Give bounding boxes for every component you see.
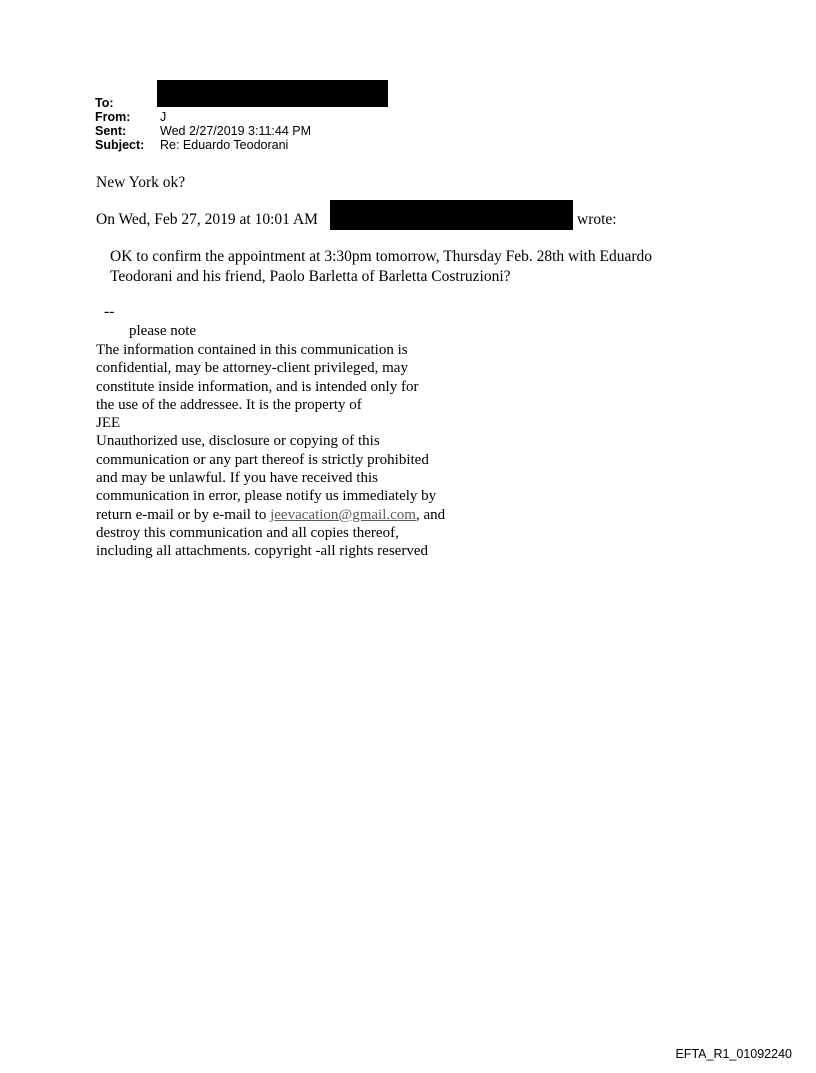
disclaimer-line: confidential, may be attorney-client privileged, may bbox=[96, 360, 408, 377]
disclaimer-line: communication or any part thereof is strictly prohibited bbox=[96, 451, 429, 468]
disclaimer-line: including all attachments. copyright -all rights reserved bbox=[96, 543, 428, 560]
subject-row bbox=[95, 138, 311, 152]
disclaimer-line: destroy this communication and all copies thereof, bbox=[96, 524, 399, 541]
disclaimer-line: constitute inside information, and is intended only for bbox=[96, 378, 419, 395]
disclaimer-line: and may be unlawful. If you have received this bbox=[96, 470, 378, 487]
disclaimer-line: the use of the addressee. It is the property of bbox=[96, 396, 362, 413]
quoted-line: OK to confirm the appointment at 3:30pm tomorrow, Thursday Feb. 28th with Eduardo bbox=[110, 248, 652, 265]
from-row bbox=[95, 110, 311, 124]
to-redaction bbox=[157, 80, 388, 107]
sent-value: Wed 2/27/2019 3:11:44 PM bbox=[160, 124, 312, 138]
signature-separator: -- bbox=[104, 303, 115, 320]
disclaimer-email-line bbox=[96, 506, 476, 524]
sent-label: Sent: bbox=[95, 124, 127, 138]
disclaimer-line: communication in error, please notify us immediately by bbox=[96, 488, 437, 505]
disclaimer-line: JEE bbox=[96, 415, 121, 432]
from-value: J bbox=[160, 110, 167, 124]
email-line-prefix: return e-mail or by e-mail to bbox=[96, 506, 271, 523]
attribution-suffix: wrote: bbox=[577, 211, 617, 228]
sender-redaction bbox=[330, 200, 573, 230]
document-id: EFTA_R1_01092240 bbox=[675, 1047, 792, 1061]
from-label: From: bbox=[95, 110, 131, 124]
reply-text: New York ok? bbox=[96, 174, 186, 191]
disclaimer bbox=[96, 341, 476, 561]
quoted-line: Teodorani and his friend, Paolo Barletta of Barletta Costruzioni? bbox=[110, 268, 511, 285]
to-label: To: bbox=[95, 96, 114, 110]
attribution-prefix: On Wed, Feb 27, 2019 at 10:01 AM bbox=[96, 211, 318, 228]
signature-note: please note bbox=[129, 323, 197, 339]
disclaimer-line: The information contained in this communication is bbox=[96, 342, 408, 358]
email-line-suffix: , and bbox=[415, 506, 446, 523]
disclaimer-line: Unauthorized use, disclosure or copying of this bbox=[96, 433, 380, 450]
subject-value: Re: Eduardo Teodorani bbox=[160, 138, 289, 152]
subject-label: Subject: bbox=[95, 138, 145, 152]
sent-row bbox=[95, 124, 311, 138]
quoted-message bbox=[110, 247, 710, 287]
email-link[interactable]: jeevacation@gmail.com bbox=[270, 506, 416, 523]
